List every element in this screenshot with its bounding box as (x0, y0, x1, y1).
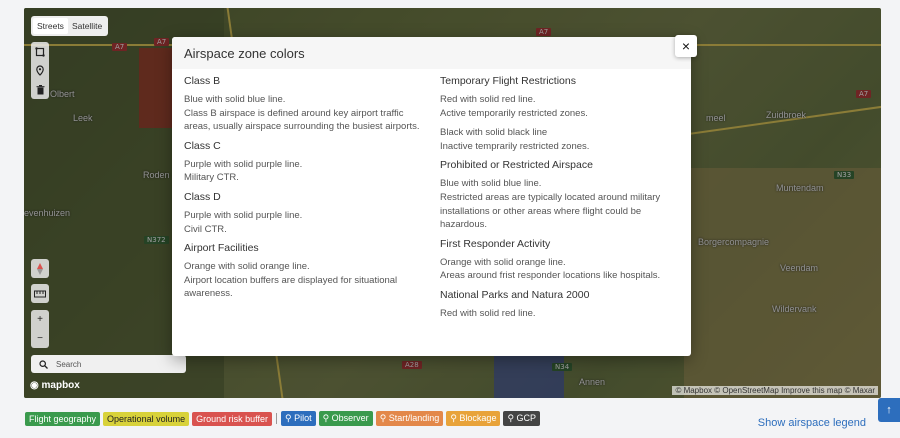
legend-chip-ground-risk-buffer: Ground risk buffer (192, 412, 272, 426)
map-search-input[interactable] (31, 355, 186, 373)
section-body-class-d: Purple with solid purple line. Civil CTR. (184, 209, 303, 235)
section-title-class-b: Class B (184, 75, 221, 87)
section-body-tfr-inactive: Black with solid black line Inactive temprarily restricted zones. (440, 127, 590, 152)
close-icon: × (681, 38, 691, 54)
scroll-top-button[interactable] (878, 398, 900, 422)
modal-left-column (184, 75, 424, 307)
zoom-out-button[interactable]: − (37, 333, 43, 344)
zoom-control (31, 310, 49, 348)
place-label: Borgercompagnie (698, 237, 770, 247)
map-pin-icon: ⚲ (284, 413, 295, 423)
compass-icon[interactable] (31, 259, 49, 278)
section-body-restricted: Blue with solid blue line. Restricted areas are typically located around military installations or other areas where flight could be hazardous. (440, 178, 661, 231)
road-badge: N372 (144, 236, 169, 244)
road-badge: A28 (402, 361, 422, 369)
legend-chip-pilot: ⚲ Pilot (281, 411, 316, 426)
road-badge: A7 (154, 38, 169, 46)
section-body-first-responder: Orange with solid orange line. Areas around frist responder locations like hospitals. (440, 256, 661, 282)
section-title-tfr: Temporary Flight Restrictions (440, 75, 576, 87)
place-label: Wildervank (772, 304, 817, 314)
section-body-class-b: Blue with solid blue line. Class B airspace is defined around key airport traffic areas, usually airspace surrounding the busiest airports. (184, 94, 420, 133)
streets-button[interactable]: Streets (33, 18, 68, 34)
section-title-first-responder: First Responder Activity (440, 237, 551, 250)
close-button[interactable] (675, 35, 697, 57)
map-pin-icon: ⚲ (322, 413, 332, 423)
legend-chip-operational-volume: Operational volume (103, 412, 189, 426)
airspace-colors-modal (172, 37, 691, 356)
section-body-class-c: Purple with solid purple line. Military CTR. (184, 158, 303, 184)
section-title-national-parks: National Parks and Natura 2000 (440, 288, 590, 301)
place-label: Olbert (50, 89, 75, 99)
place-label: Muntendam (776, 183, 824, 193)
road-badge: A7 (112, 43, 127, 51)
draw-polygon-icon[interactable] (31, 42, 49, 61)
arrow-up-icon: ↑ (886, 404, 892, 416)
satellite-button[interactable]: Satellite (71, 21, 103, 31)
mapbox-logo: ◉ mapbox (30, 380, 80, 391)
ruler-control (31, 284, 49, 303)
place-label: Annen (579, 377, 606, 387)
legend-chip-gcp: ⚲ GCP (503, 411, 540, 426)
map-pin-icon: ⚲ (379, 413, 389, 423)
place-label: meel (706, 113, 726, 123)
road-badge: N34 (552, 363, 572, 371)
section-title-restricted: Prohibited or Restricted Airspace (440, 159, 593, 172)
modal-right-column (440, 75, 680, 327)
road-badge: A7 (536, 28, 551, 36)
map-style-toggle (31, 16, 108, 36)
draw-toolbar (31, 42, 49, 99)
section-body-airport-facilities: Orange with solid orange line. Airport location buffers are displayed for situational awareness. (184, 261, 398, 300)
road-badge: N33 (834, 171, 854, 179)
road-badge: A7 (856, 90, 871, 98)
map-pin-icon: ⚲ (450, 413, 460, 423)
zoom-in-button[interactable]: + (37, 314, 43, 325)
place-label: Leek (73, 113, 93, 123)
legend-chip-flight-geography: Flight geography (25, 412, 100, 426)
place-label: Roden (143, 170, 170, 180)
mapbox-logo-icon: ◉ (30, 380, 39, 391)
section-title-class-d: Class D (184, 190, 221, 203)
section-body-national-parks: Red with solid red line. (440, 307, 536, 319)
ruler-icon[interactable] (31, 284, 49, 303)
trash-icon[interactable] (31, 80, 49, 99)
place-label: Zuidbroek (766, 110, 807, 120)
place-label: evenhuizen (24, 208, 71, 218)
search-placeholder: Search (56, 359, 82, 369)
legend-chip-start-landing: ⚲ Start/landing (376, 411, 444, 426)
show-airspace-legend-link[interactable]: Show airspace legend (757, 417, 866, 429)
place-label: Veendam (780, 263, 819, 273)
legend-divider (276, 413, 277, 424)
section-body-tfr: Red with solid red line. Active temporarily restricted zones. (440, 94, 588, 119)
map-pin-icon: ⚲ (507, 413, 517, 423)
legend-chip-blockage: ⚲ Blockage (446, 411, 500, 426)
section-title-class-c: Class C (184, 139, 221, 152)
map-pin-icon[interactable] (31, 61, 49, 80)
compass-control (31, 259, 49, 278)
map-attribution[interactable]: © Mapbox © OpenStreetMap Improve this map © Maxar (672, 386, 878, 395)
search-icon (39, 360, 48, 369)
modal-title: Airspace zone colors (184, 46, 305, 61)
section-title-airport-facilities: Airport Facilities (184, 242, 259, 255)
legend-chip-observer: ⚲ Observer (319, 411, 373, 426)
map-legend-bar (25, 411, 540, 426)
modal-header (172, 37, 691, 69)
